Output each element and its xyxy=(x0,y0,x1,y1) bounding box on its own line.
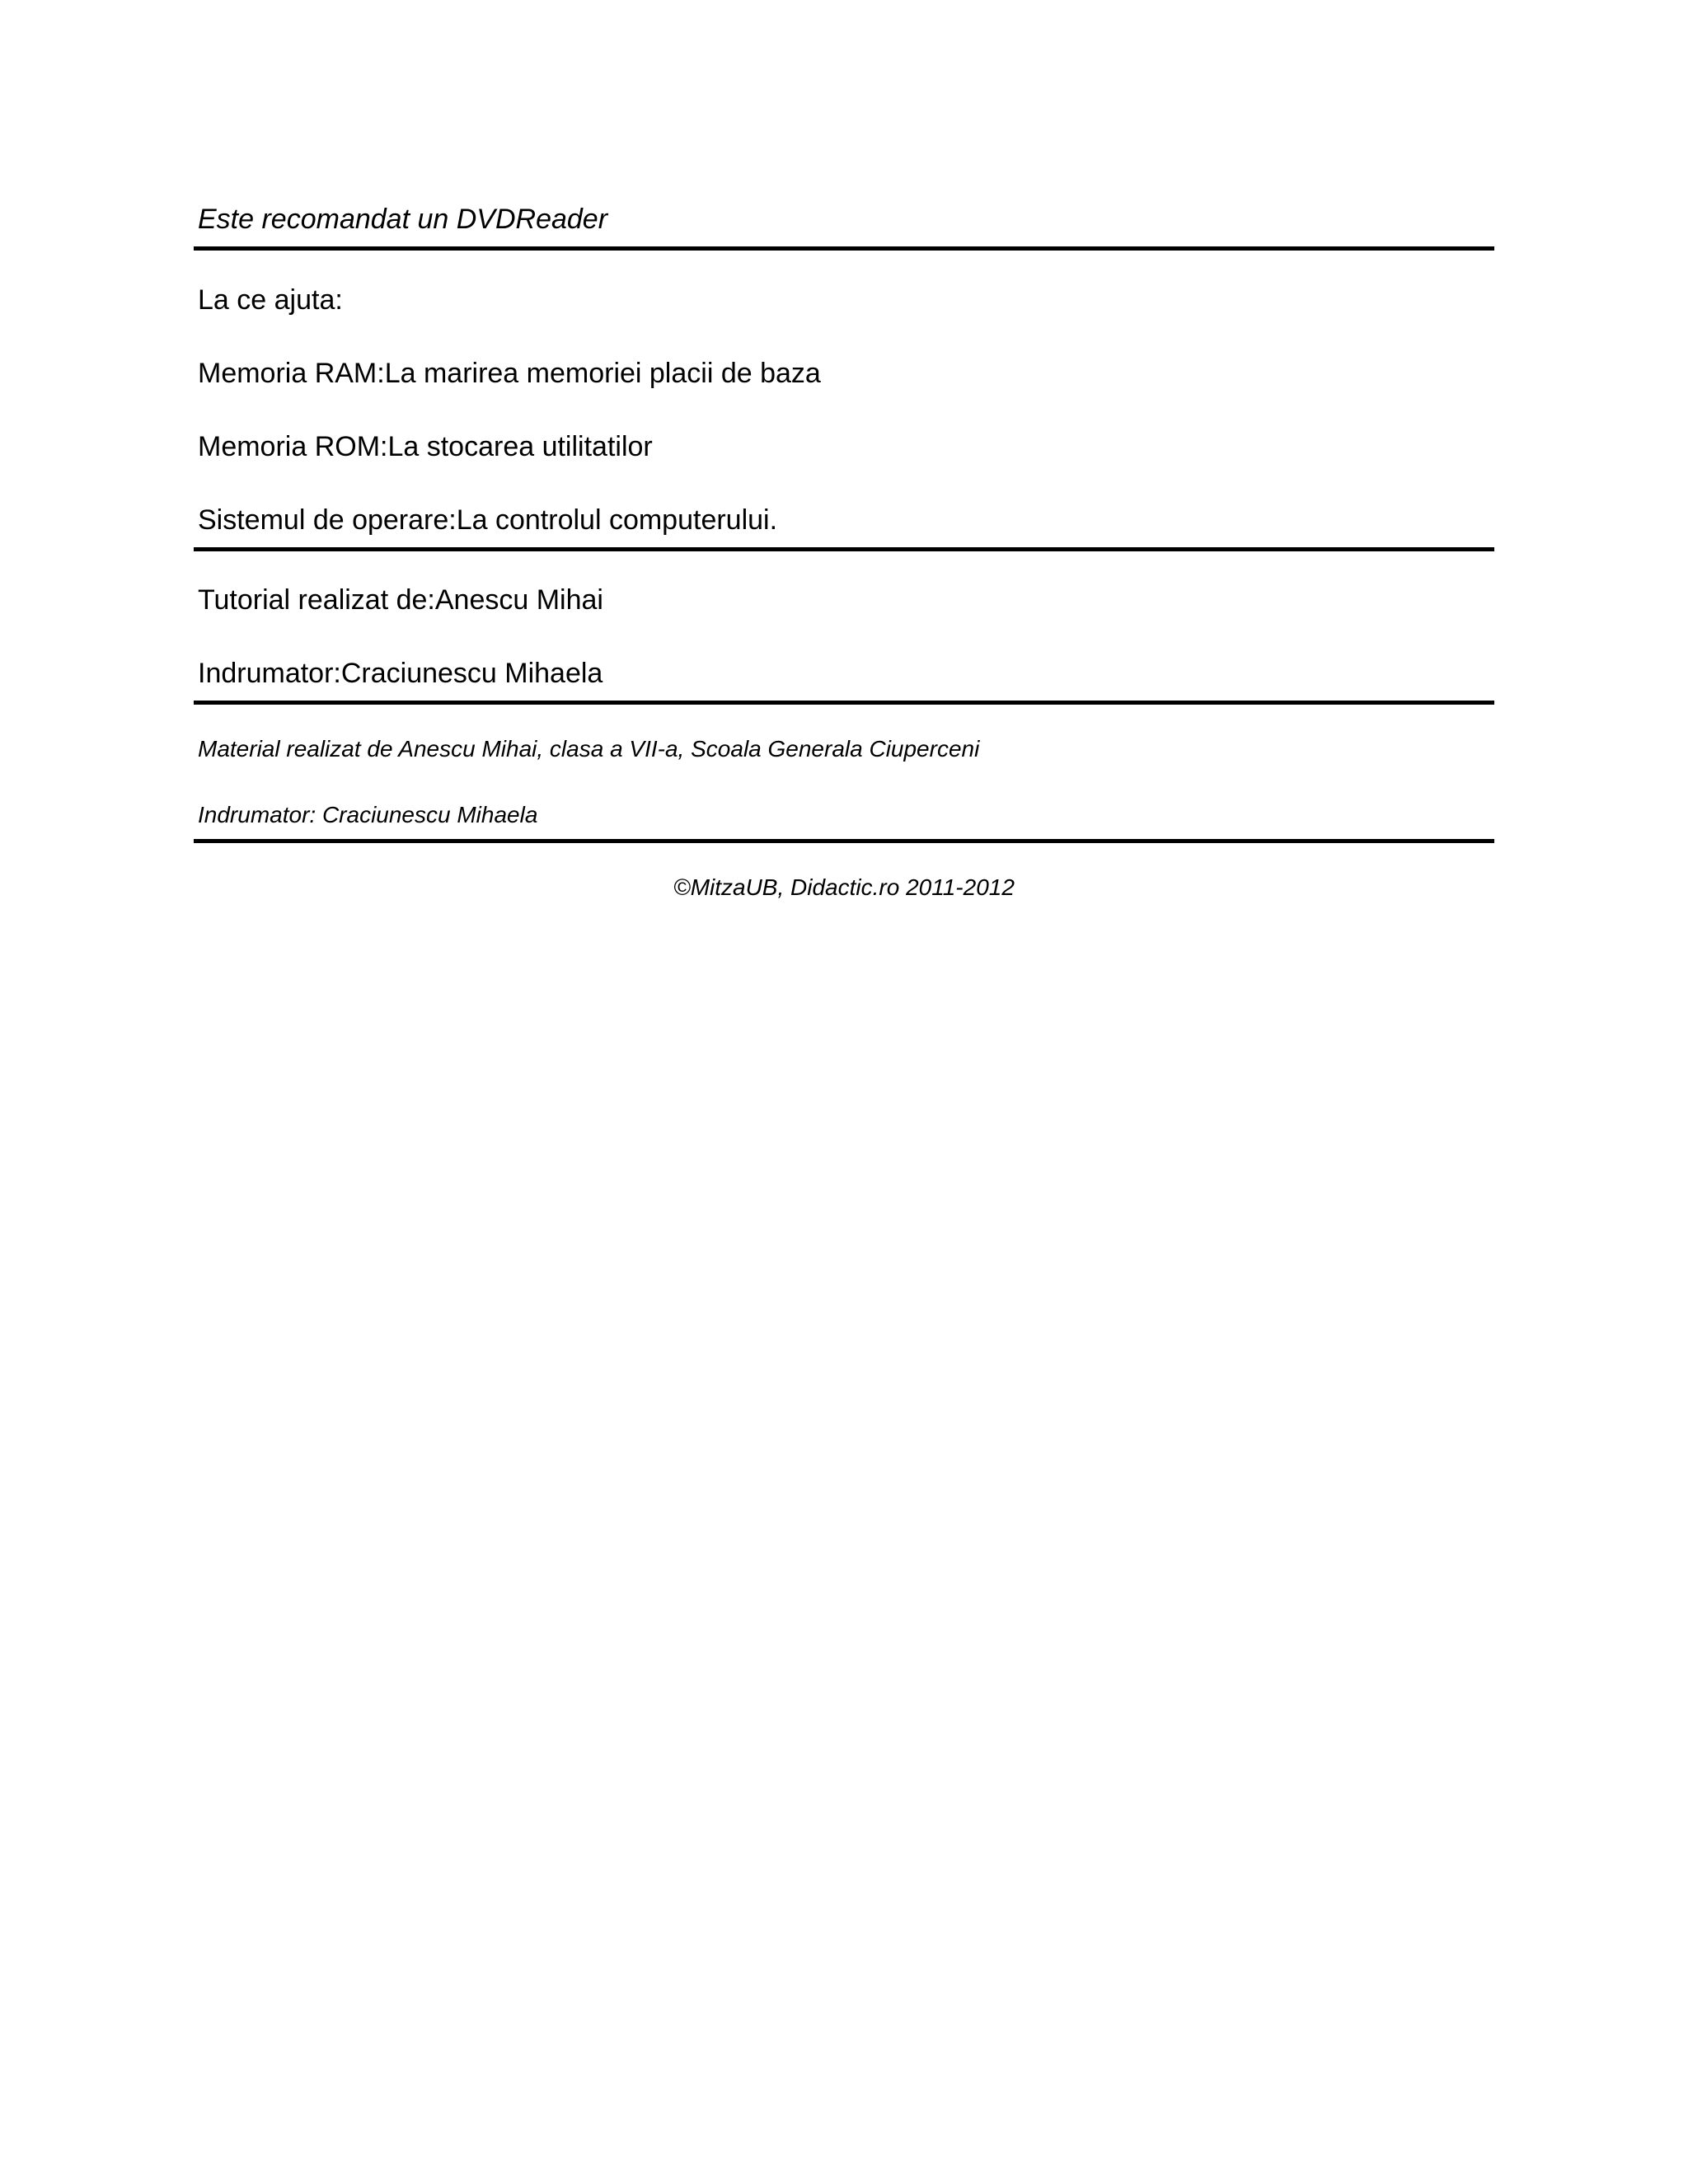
divider-line xyxy=(194,246,1494,251)
credits-author: Tutorial realizat de:Anescu Mihai xyxy=(198,584,603,616)
list-item-os: Sistemul de operare:La controlul computerului. xyxy=(198,504,778,536)
divider-line xyxy=(194,839,1494,843)
divider-line xyxy=(194,701,1494,705)
section-heading: Este recomandat un DVDReader xyxy=(198,204,608,235)
credits-coordinator: Indrumator:Craciunescu Mihaela xyxy=(198,658,603,689)
copyright-notice: ©MitzaUB, Didactic.ro 2011-2012 xyxy=(673,874,1015,900)
list-item-rom: Memoria ROM:La stocarea utilitatilor xyxy=(198,431,653,462)
list-item-ram: Memoria RAM:La marirea memoriei placii de baza xyxy=(198,358,821,389)
divider-line xyxy=(194,547,1494,551)
footer-coordinator: Indrumator: Craciunescu Mihaela xyxy=(198,802,538,827)
intro-text: La ce ajuta: xyxy=(198,284,343,316)
footer-material: Material realizat de Anescu Mihai, clasa a VII-a, Scoala Generala Ciuperceni xyxy=(198,736,980,762)
